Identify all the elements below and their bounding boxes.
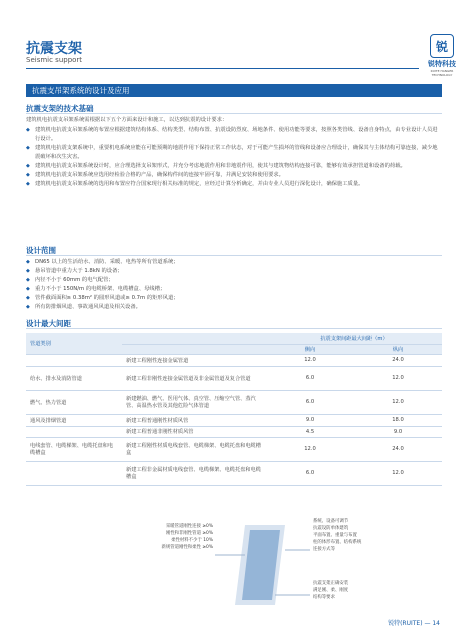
table-row (26, 426, 442, 437)
table-cell-side: 12.0 (266, 437, 354, 461)
table-cell-long: 24.0 (354, 354, 442, 366)
table-cell-side: 6.0 (266, 461, 354, 485)
company-logo (422, 34, 462, 77)
table-cell-long: 18.0 (354, 414, 442, 426)
list-item: ◆ 建筑机电抗震支吊架系统的选用和布置应符合国家现行相关标准的规定，应经过计算分析确定，并由专业人员进行深化设计，确保施工质量。 (26, 180, 442, 189)
list-item: ◆ 建筑机电抗震支吊架系统应选用经检验合格的产品，确保构件间的连接牢固可靠，并满足安装和使用要求。 (26, 171, 442, 180)
list-item: ◆ 建筑机电抗震支架系统中，重要机电系统应能在可能预期的地震作用下保持正常工作状态，对于可能产生损坏的管线和设备应合理设计，确保其与主体结构可靠连接，减少地震破坏和次生灾害。 (26, 144, 442, 162)
table-row (26, 366, 442, 390)
diagram-label: 新规管道刚性和柔性 ≥0% (161, 545, 213, 550)
subsection-max-spacing-heading: 设计最大间距 (26, 319, 71, 328)
list-item: ◆ 悬吊管道中重力大于 1.8kN 的设备； (26, 267, 442, 276)
table-cell-type: 新建工程普通刚性材质风管 (122, 414, 266, 426)
diagram-label: 系统、设备可调节 (313, 519, 349, 524)
table-cell-group: 电线套管、电缆梯架、电缆托盘和电缆槽盒 (26, 437, 122, 461)
list-item: ◆ 管件截面面积≥ 0.38m² 的圆形风道或≥ 0.7m 的矩形风道； (26, 294, 442, 303)
table-cell-type: 新建燃油、燃气、医用气体、真空管、压缩空气管、蒸汽管、高温热水管及其他危险气体管道 (122, 390, 266, 414)
table-cell-side: 4.5 (266, 426, 354, 437)
table-row (26, 414, 442, 426)
table-header-type: 管道类别 (26, 333, 122, 354)
list-item: ◆ 所有防排烟风道、事故通风风道及相关设备。 (26, 303, 442, 312)
table-cell-type: 新建工程非刚性连接金属管道及非金属管道及复合管道 (122, 366, 266, 390)
page-title: 抗震支架 (26, 41, 82, 57)
logo-tagline: RUITE HANGER TECHNOLOGY (430, 69, 454, 77)
table-cell-type: 新建工程刚性材质电线套管、电缆梯架、电缆托盘和电缆槽盒 (122, 437, 266, 461)
table-cell-type: 新建工程刚性连接金属管道 (122, 354, 266, 366)
table-cell-long: 24.0 (354, 437, 442, 461)
list-item: ◆ 重力不小于 150N/m 的电缆桥架、电缆槽盒、母线槽； (26, 285, 442, 294)
subsection-tech-basis-heading: 抗震支架的技术基础 (26, 104, 94, 113)
section-band-title: 抗震支吊架系统的设计及应用 (32, 86, 130, 95)
table-cell-type: 新建工程非金属材质电线套管、电缆梯架、电缆托盘和电缆槽盒 (122, 461, 266, 485)
table-cell-long: 12.0 (354, 366, 442, 390)
diagram-label: 满足刚、柔、刚度 (313, 588, 349, 593)
table-cell-group (26, 354, 122, 366)
diagram-right-top-labels (313, 518, 383, 553)
table-row (26, 390, 442, 414)
tech-intro: 建筑机电抗震支吊架系统需根据以下五个方面来设计和施工，以达到抗震的设计要求： (26, 117, 228, 123)
logo-mark: 锐 (430, 34, 454, 58)
table-cell-type: 新建工程普通非刚性材质风管 (122, 426, 266, 437)
list-item: ◆ 建筑机电抗震支吊架系统的布置应根据建筑结构体系、结构类型、结构布置、抗震设防烈度、场地条件、使用功能等要求，按照各类管线、设备自身特点，由专业设计人员进行设计。 (26, 126, 442, 144)
table-cell-group (26, 461, 122, 485)
page-footer: 锐特(RUITE) — 14 (388, 620, 440, 627)
diagram-label: 刚性和非刚性管道 ≥0% (165, 531, 213, 536)
table-header-side: 侧向 (266, 344, 354, 354)
table-cell-group: 通风及排烟管道 (26, 414, 122, 426)
table-header-max-spacing: 抗震支架间距最大间距（m） (266, 333, 442, 344)
table-cell-side: 6.0 (266, 366, 354, 390)
subsection-scope-heading: 设计范围 (26, 246, 56, 255)
divider (26, 255, 442, 256)
table-cell-long: 12.0 (354, 461, 442, 485)
scope-bullet-list (26, 258, 442, 312)
table-cell-group: 给水、排水及消防管道 (26, 366, 122, 390)
table-cell-long: 9.0 (354, 426, 442, 437)
table-cell-side: 12.0 (266, 354, 354, 366)
table-cell-long: 12.0 (354, 390, 442, 414)
tech-bullet-list (26, 126, 442, 189)
divider (26, 113, 442, 114)
page-subtitle: Seismic support (26, 56, 83, 64)
table-header-long: 纵向 (354, 344, 442, 354)
title-rule (26, 68, 419, 69)
divider (26, 328, 442, 329)
diagram-label: 结构等要求 (313, 595, 335, 600)
table-row (26, 461, 442, 485)
table-cell-group (26, 426, 122, 437)
diagram-label: 平面布置、重量与布置 (313, 533, 357, 538)
diagram-label: 柱的体形布置、结构系统 (313, 540, 362, 545)
diagram-label: 采暖管道刚性连接 ≥0% (165, 524, 213, 529)
list-item: ◆ 内径不小于 60mm 的电气配管； (26, 276, 442, 285)
logo-name: 锐特科技 (428, 60, 456, 68)
diagram-label: 抗震支架正确安装 (313, 581, 349, 586)
section-band (26, 84, 442, 97)
table-row (26, 354, 442, 366)
diagram-label: 柔性材料不少于 10% (171, 538, 213, 543)
table-row (26, 437, 442, 461)
list-item: ◆ 建筑机电抗震支吊架系统设计时，应合理选择支吊架形式，并充分考虑地震作用和非地震作用，使其与建筑物结构连接可靠，能够有效承担管道和设备的荷载。 (26, 162, 442, 171)
spacing-table (26, 333, 442, 486)
diagram-right-bottom-labels (313, 580, 383, 601)
table-cell-side: 6.0 (266, 390, 354, 414)
diagram-left-labels (135, 523, 213, 551)
diagram-label: 抗震设防单体建筑 (313, 526, 349, 531)
list-item: ◆ DN65 以上的生活给水、消防、采暖、电热等所有管道系统； (26, 258, 442, 267)
diagram-label: 连接方式等 (313, 547, 335, 552)
table-cell-group: 燃气、热力管道 (26, 390, 122, 414)
table-cell-side: 9.0 (266, 414, 354, 426)
